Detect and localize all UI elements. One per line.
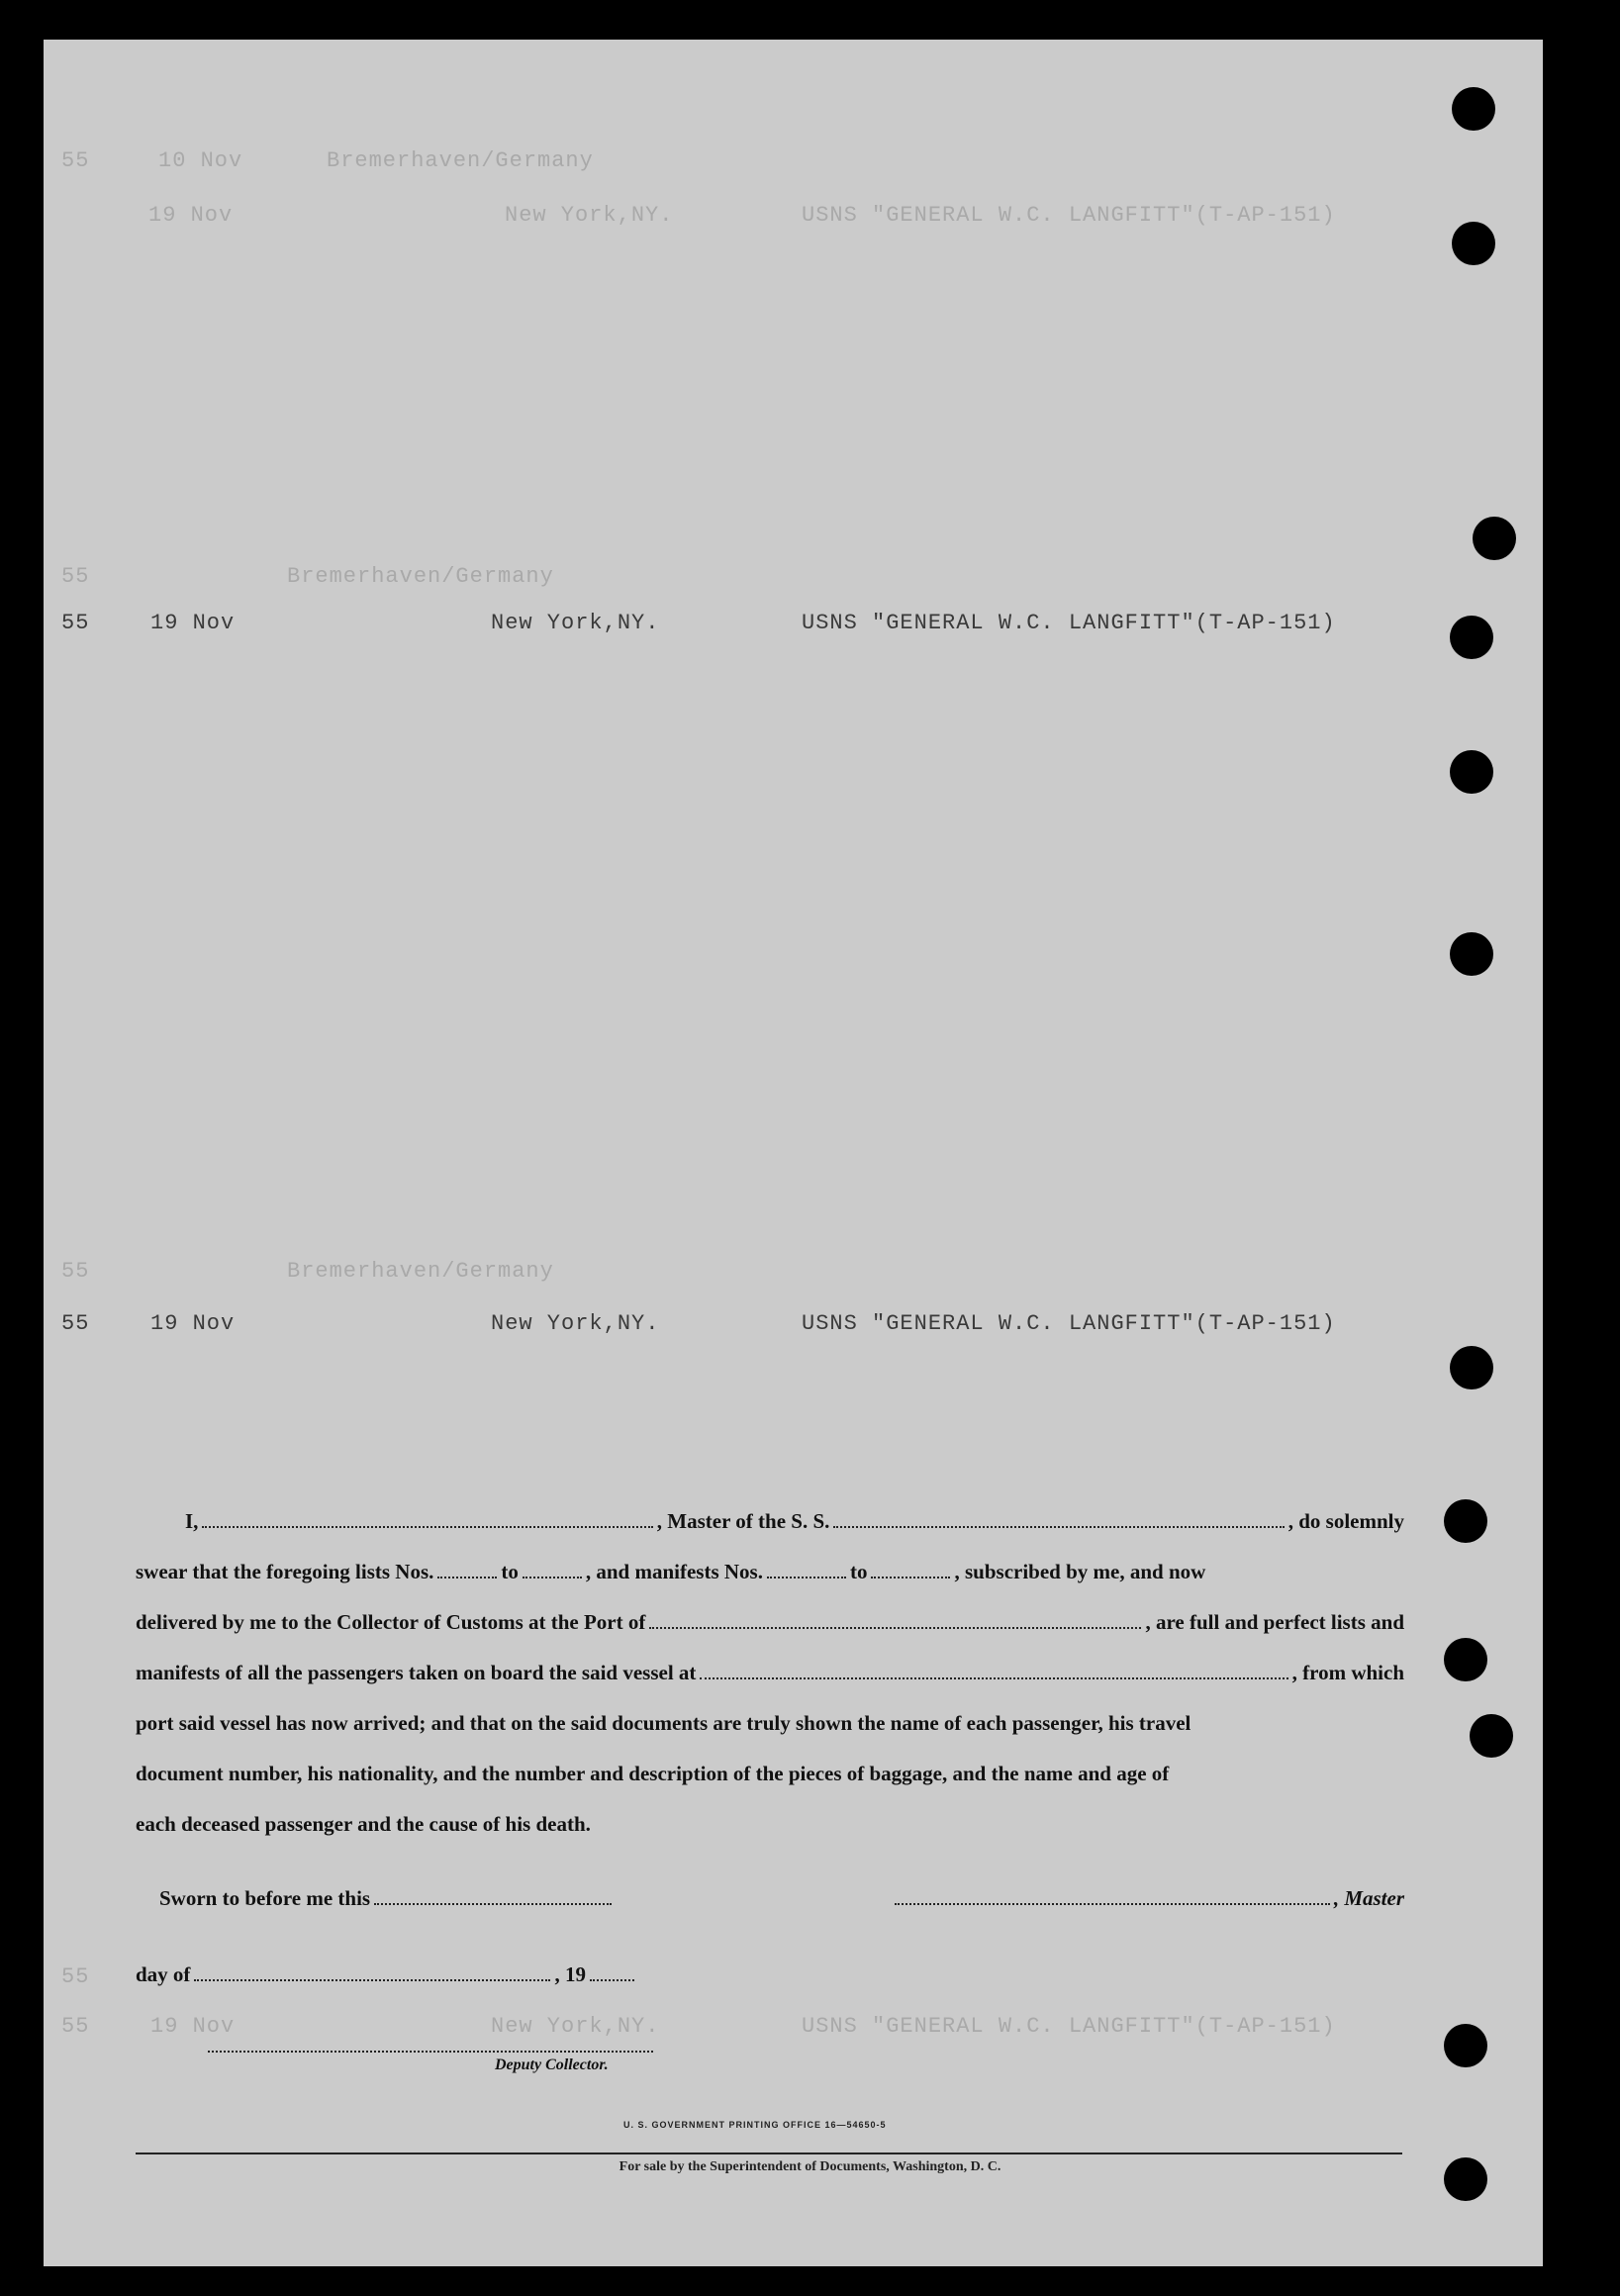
port-of-field[interactable] — [649, 1609, 1141, 1629]
oath-line-5 — [136, 1698, 1404, 1749]
oath-swear-lists: swear that the foregoing lists Nos. — [136, 1560, 434, 1583]
oath-full-perfect: , are full and perfect lists and — [1145, 1610, 1404, 1634]
lists-from-field[interactable] — [437, 1559, 497, 1578]
oath-and-manifests: , and manifests Nos. — [585, 1560, 763, 1583]
oath-line-2 — [136, 1547, 1404, 1597]
oath-do-solemnly: , do solemnly — [1287, 1509, 1405, 1533]
punch-hole — [1450, 750, 1493, 794]
lists-to-field[interactable] — [523, 1559, 582, 1578]
ghost-ship-mid: USNS "GENERAL W.C. LANGFITT"(T-AP-151) — [802, 611, 1336, 635]
deputy-collector-label: Deputy Collector. — [495, 2057, 609, 2073]
ghost-date-low: 19 Nov — [150, 1311, 236, 1336]
ghost-port-mid: New York,NY. — [491, 611, 660, 635]
day-of-line — [136, 1950, 1404, 2000]
ghost-year-mid2: 55 — [61, 611, 90, 635]
punch-hole — [1444, 1499, 1487, 1543]
oath-line-7-text: each deceased passenger and the cause of his death. — [136, 1812, 591, 1836]
sworn-label: Sworn to before me this — [159, 1886, 371, 1910]
sworn-section — [136, 1873, 1404, 1924]
month-field[interactable] — [194, 1961, 550, 1981]
ghost-year-bottom: 55 — [61, 1964, 90, 1989]
ghost-ship-low: USNS "GENERAL W.C. LANGFITT"(T-AP-151) — [802, 1311, 1336, 1336]
sworn-day-field[interactable] — [374, 1885, 612, 1905]
taken-on-at-field[interactable] — [700, 1660, 1287, 1679]
ghost-origin-low: Bremerhaven/Germany — [287, 1259, 554, 1284]
ghost-year-low: 55 — [61, 1259, 90, 1284]
year-field[interactable] — [590, 1961, 634, 1981]
oath-i-label: I, — [185, 1509, 199, 1533]
nineteen-label: , 19 — [554, 1962, 586, 1986]
master-sig-label: , Master — [1333, 1886, 1404, 1910]
sworn-line — [136, 1873, 1404, 1924]
oath-to-2: to — [849, 1560, 868, 1583]
ghost-year-bottom2: 55 — [61, 2014, 90, 2039]
manifest-sheet — [44, 40, 1543, 2266]
master-signature-field[interactable] — [895, 1885, 1330, 1905]
punch-hole — [1470, 1714, 1513, 1758]
punch-hole — [1450, 1346, 1493, 1389]
oath-line-5-text: port said vessel has now arrived; and that on the said documents are truly shown the name of each passenger, his travel — [136, 1711, 1191, 1735]
gpo-line: U. S. GOVERNMENT PRINTING OFFICE 16—54650-5 — [623, 2120, 887, 2130]
oath-master-of-ss: , Master of the S. S. — [656, 1509, 830, 1533]
day-of-section — [136, 1950, 1404, 2000]
oath-line-1 — [136, 1496, 1404, 1547]
ghost-year-mid: 55 — [61, 564, 90, 589]
oath-line-6-text: document number, his nationality, and the number and description of the pieces of baggage, and the name and age of — [136, 1762, 1170, 1785]
punch-hole — [1473, 517, 1516, 560]
ghost-origin-top: 10 Nov — [158, 148, 243, 173]
punch-hole — [1444, 2024, 1487, 2067]
master-name-field[interactable] — [202, 1508, 652, 1528]
punch-hole — [1444, 1638, 1487, 1681]
day-of-label: day of — [136, 1962, 191, 1986]
ghost-year-low2: 55 — [61, 1311, 90, 1336]
oath-from-which: , from which — [1291, 1661, 1404, 1684]
punch-hole — [1452, 222, 1495, 265]
ghost-port-top: New York,NY. — [505, 203, 674, 228]
ghost-port-low: New York,NY. — [491, 1311, 660, 1336]
punch-hole — [1450, 932, 1493, 976]
oath-manifests-of: manifests of all the passengers taken on board the said vessel at — [136, 1661, 697, 1684]
ghost-port-bottom: New York,NY. — [491, 2014, 660, 2039]
ghost-date-mid: 19 Nov — [150, 611, 236, 635]
vessel-name-field[interactable] — [833, 1508, 1284, 1528]
for-sale-line: For sale by the Superintendent of Documents, Washington, D. C. — [619, 2159, 1001, 2174]
oath-to-1: to — [501, 1560, 519, 1583]
ghost-date-top: 55 — [61, 148, 90, 173]
ghost-ship-top: USNS "GENERAL W.C. LANGFITT"(T-AP-151) — [802, 203, 1336, 228]
punch-hole — [1452, 87, 1495, 131]
ghost-ship-bottom: USNS "GENERAL W.C. LANGFITT"(T-AP-151) — [802, 2014, 1336, 2039]
master-oath — [136, 1496, 1404, 1850]
punch-hole — [1450, 616, 1493, 659]
oath-subscribed: , subscribed by me, and now — [954, 1560, 1206, 1583]
ghost-origin-place-top: Bremerhaven/Germany — [327, 148, 594, 173]
oath-delivered: delivered by me to the Collector of Customs at the Port of — [136, 1610, 646, 1634]
footer-rule — [136, 2152, 1402, 2154]
ghost-origin-mid: Bremerhaven/Germany — [287, 564, 554, 589]
ghost-date-top2: 19 Nov — [148, 203, 234, 228]
oath-line-7 — [136, 1799, 1404, 1850]
deputy-collector-signature-line[interactable] — [208, 2051, 653, 2053]
manifests-from-field[interactable] — [767, 1559, 846, 1578]
manifests-to-field[interactable] — [871, 1559, 950, 1578]
oath-line-4 — [136, 1648, 1404, 1698]
oath-line-6 — [136, 1749, 1404, 1799]
ghost-date-bottom: 19 Nov — [150, 2014, 236, 2039]
oath-line-3 — [136, 1597, 1404, 1648]
